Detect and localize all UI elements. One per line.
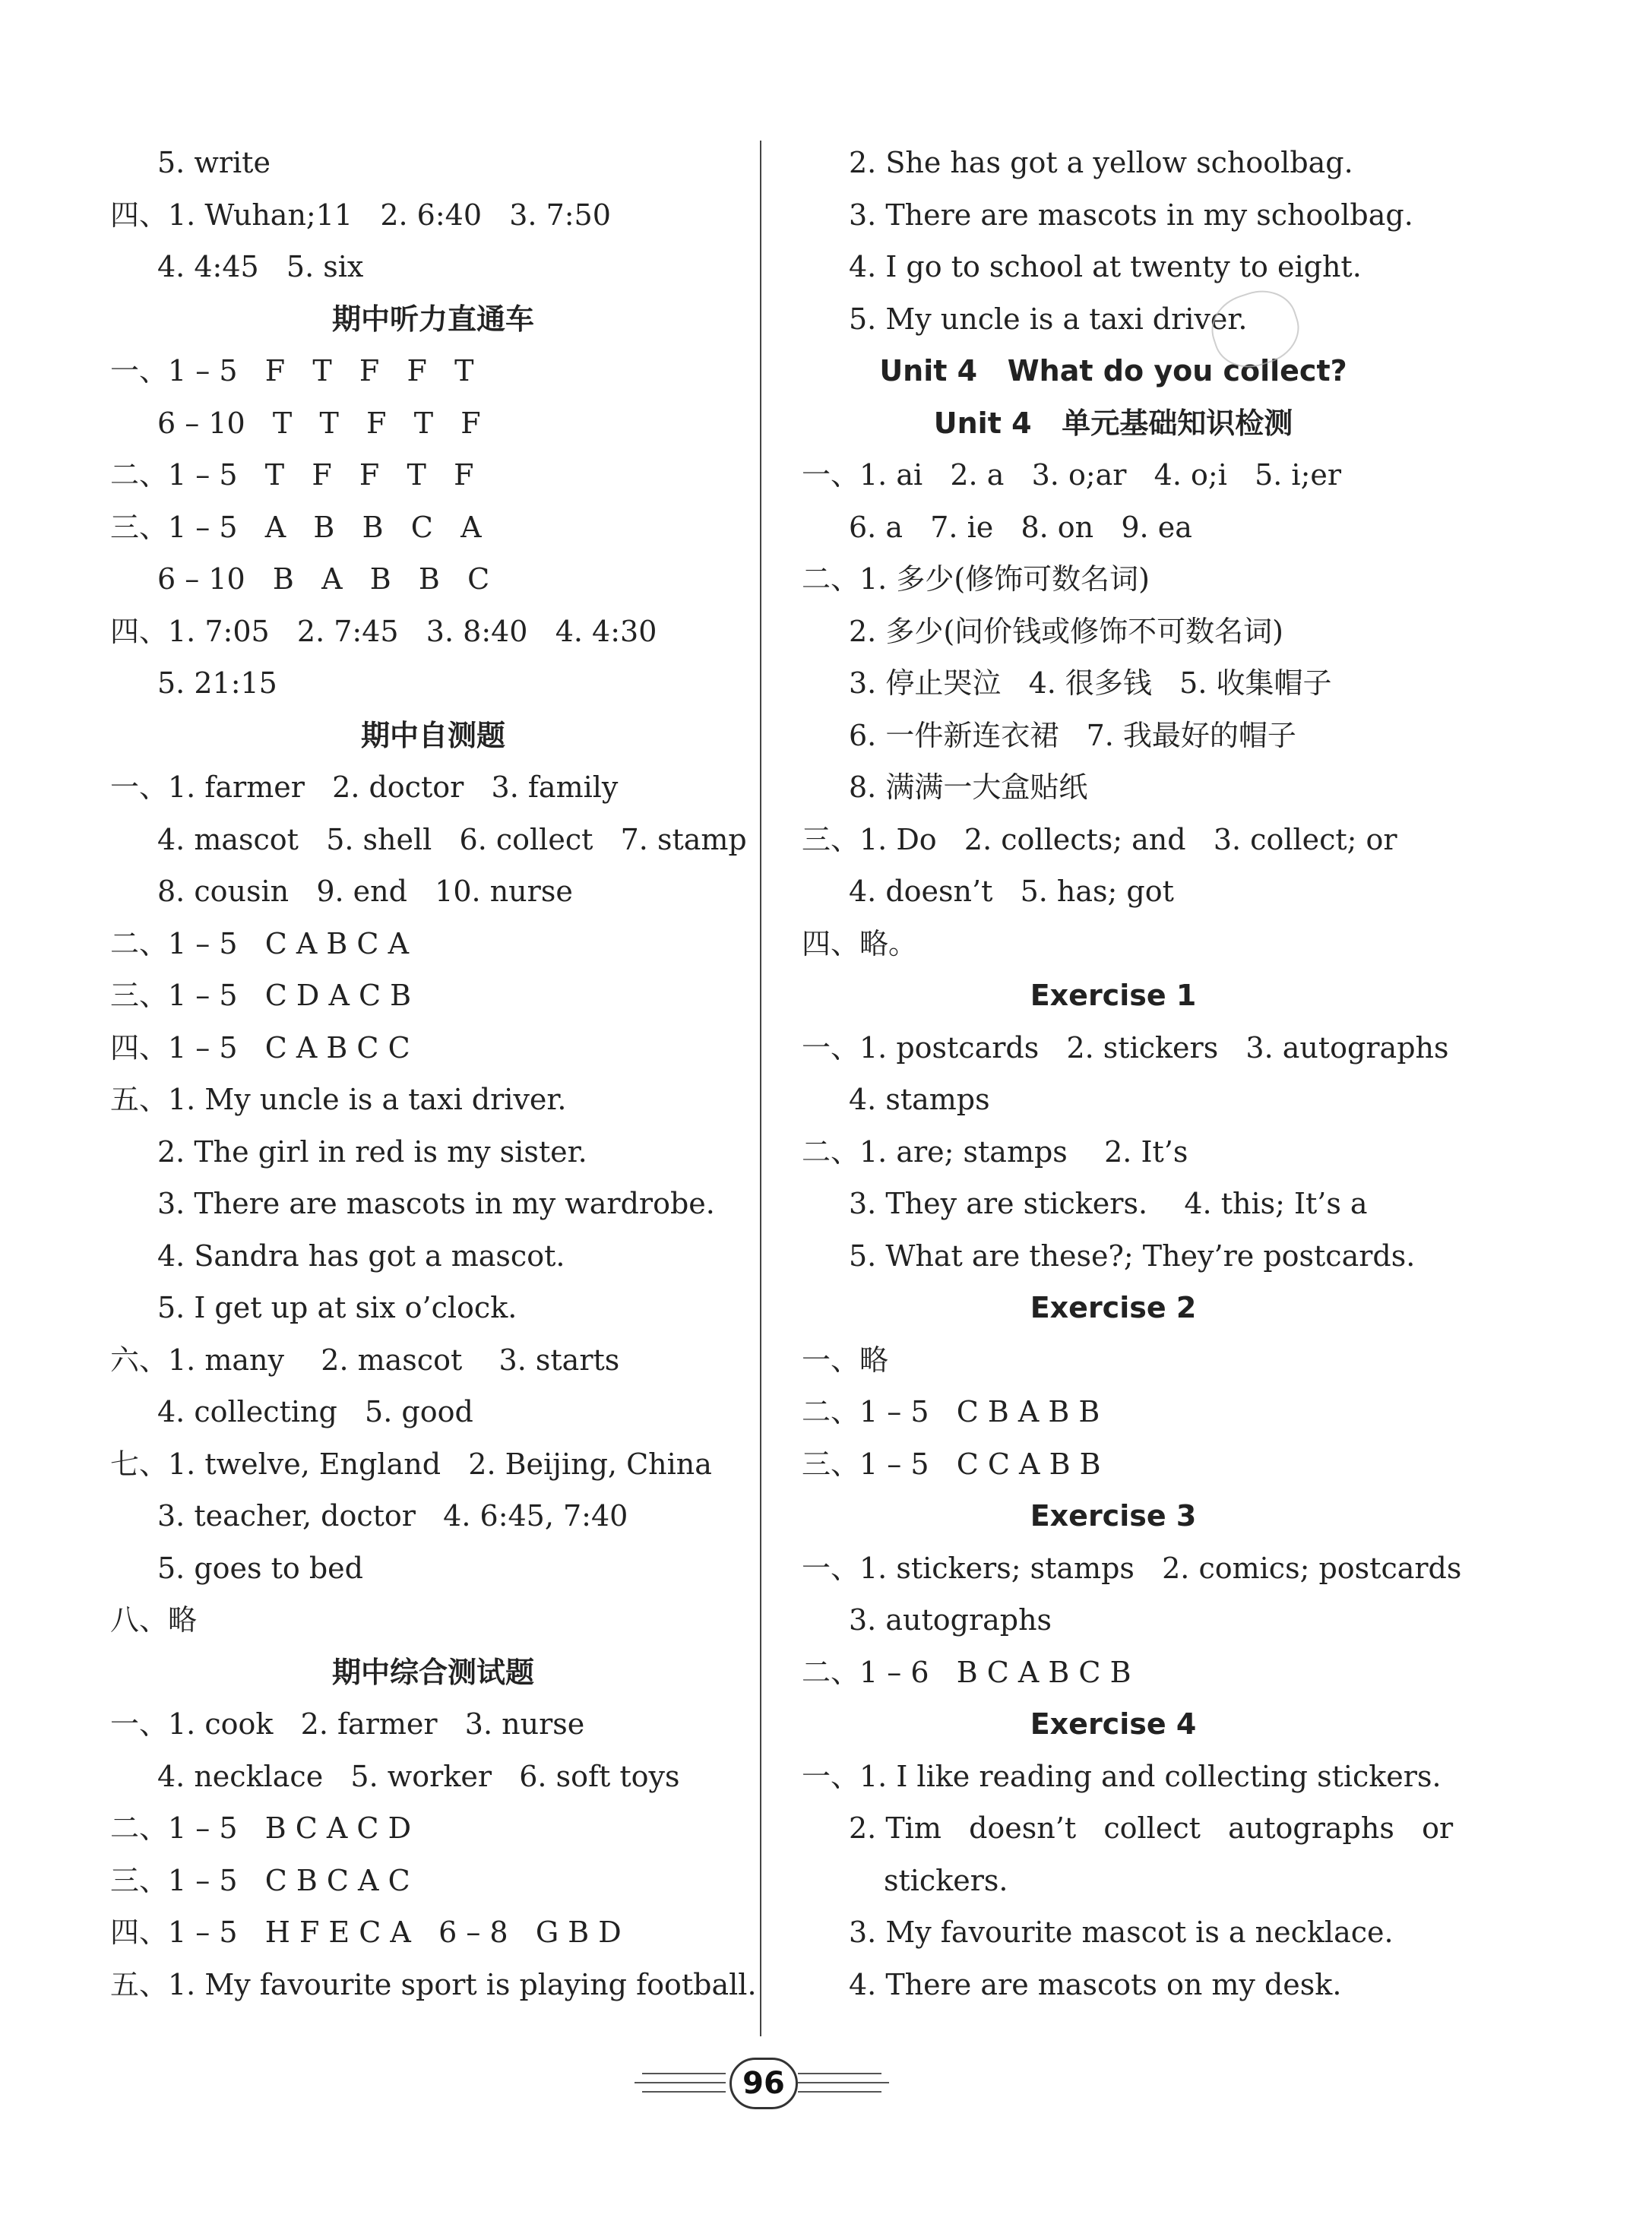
answer-line: 3. 停止哭泣 4. 很多钱 5. 收集帽子 [849,666,1332,700]
answer-line: 4. mascot 5. shell 6. collect 7. stamp [157,822,747,856]
answer-line: 6. a 7. ie 8. on 9. ea [849,510,1192,544]
section-heading: Unit 4 单元基础知识检测 [933,406,1293,440]
answer-line: 二、1 – 5 C B A B B [802,1395,1100,1428]
page-rule-left [642,2073,726,2074]
answer-line: 3. teacher, doctor 4. 6:45, 7:40 [157,1499,628,1533]
answer-line: 4. 4:45 5. six [157,250,364,283]
answer-line: 二、1 – 5 T F F T F [110,458,474,492]
answer-line: 四、1 – 5 H F E C A 6 – 8 G B D [110,1916,622,1949]
answer-line: 5. What are these?; They’re postcards. [849,1239,1416,1273]
answer-line: 4. stamps [849,1083,990,1116]
section-heading: Exercise 2 [1030,1291,1197,1324]
page-rule-right [798,2073,881,2074]
section-heading: 期中听力直通车 [331,302,534,336]
left-column [110,137,756,2010]
section-heading: Exercise 4 [1030,1707,1197,1741]
answer-line: 5. I get up at six o’clock. [157,1291,517,1324]
answer-line: 2. Tim doesn’t collect autographs or [849,1811,1454,1845]
answer-line: 2. The girl in red is my sister. [157,1134,587,1169]
answer-line: 6 – 10 B A B B C [157,562,490,596]
right-column [802,137,1462,2010]
answer-line: 3. autographs [849,1603,1052,1637]
answer-line: 七、1. twelve, England 2. Beijing, China [110,1447,712,1481]
answer-line: 四、1 – 5 C A B C C [110,1030,410,1065]
answer-line: 三、1 – 5 C C A B B [802,1447,1101,1481]
answer-line: 二、1. are; stamps 2. It’s [802,1134,1188,1169]
answer-line: 五、1. My favourite sport is playing football. [110,1967,757,2001]
page-rule-right [798,2091,881,2093]
answer-line: 一、1. farmer 2. doctor 3. family [110,770,619,804]
answer-line: 2. She has got a yellow schoolbag. [849,146,1353,179]
answer-line: 5. write [157,146,271,179]
answer-line: 8. 满满一大盒贴纸 [849,770,1088,804]
answer-line: stickers. [884,1863,1008,1897]
section-heading: 期中自测题 [360,718,505,752]
answer-line: 3. They are stickers. 4. this; It’s a [849,1187,1368,1220]
answer-line: 四、略。 [802,926,918,960]
answer-line: 一、1. postcards 2. stickers 3. autographs [802,1030,1449,1065]
page-rule-left [642,2091,726,2093]
answer-line: 3. There are mascots in my wardrobe. [157,1187,715,1220]
answer-line: 二、1 – 5 C A B C A [110,926,410,960]
answer-line: 二、1 – 6 B C A B C B [802,1655,1131,1689]
answer-line: 三、1 – 5 A B B C A [110,510,482,544]
section-heading: 期中综合测试题 [331,1655,534,1689]
answer-line: 6. 一件新连衣裙 7. 我最好的帽子 [849,718,1296,752]
answer-line: 4. necklace 5. worker 6. soft toys [157,1759,680,1793]
answer-line: 3. There are mascots in my schoolbag. [849,198,1413,232]
answer-line: 5. goes to bed [157,1551,363,1585]
section-heading: Exercise 1 [1030,979,1197,1012]
answer-line: 三、1 – 5 C D A C B [110,979,412,1012]
answer-line: 4. Sandra has got a mascot. [157,1239,565,1273]
answer-line: 二、1. 多少(修饰可数名词) [802,562,1150,596]
page-rule-left [635,2082,726,2083]
answer-line: 6 – 10 T T F T F [157,406,481,440]
answer-line: 一、1. stickers; stamps 2. comics; postcards [802,1551,1462,1585]
answer-line: 五、1. My uncle is a taxi driver. [110,1083,567,1116]
answer-line: 2. 多少(问价钱或修饰不可数名词) [849,614,1283,648]
answer-line: 3. My favourite mascot is a necklace. [849,1916,1394,1949]
answer-line: 四、1. 7:05 2. 7:45 3. 8:40 4. 4:30 [110,614,657,648]
answer-line: 三、1 – 5 C B C A C [110,1863,410,1897]
answer-line: 四、1. Wuhan;11 2. 6:40 3. 7:50 [110,198,611,232]
section-heading: Unit 4 What do you collect? [879,354,1347,388]
answer-line: 一、1. I like reading and collecting stickers. [802,1759,1442,1793]
column-divider [760,141,761,2036]
answer-line: 8. cousin 9. end 10. nurse [157,875,573,908]
answer-line: 4. I go to school at twenty to eight. [849,250,1362,283]
answer-line: 六、1. many 2. mascot 3. starts [110,1343,620,1377]
answer-line: 4. doesn’t 5. has; got [849,875,1174,908]
answer-line: 八、略 [110,1603,198,1637]
answer-line: 5. 21:15 [157,666,277,700]
answer-line: 4. collecting 5. good [157,1395,473,1428]
answer-line: 一、略 [802,1343,889,1377]
answer-line: 一、1. ai 2. a 3. o;ar 4. o;i 5. i;er [802,458,1342,492]
answer-line: 4. There are mascots on my desk. [849,1967,1342,2001]
answer-line: 二、1 – 5 B C A C D [110,1811,412,1845]
answer-line: 三、1. Do 2. collects; and 3. collect; or [802,822,1397,856]
page-number: 96 [729,2058,798,2109]
answer-line: 一、1. cook 2. farmer 3. nurse [110,1707,585,1741]
answer-line: 一、1 – 5 F T F F T [110,354,474,388]
answer-line: 5. My uncle is a taxi driver. [849,302,1248,336]
section-heading: Exercise 3 [1030,1499,1197,1533]
page-rule-right [798,2082,889,2083]
